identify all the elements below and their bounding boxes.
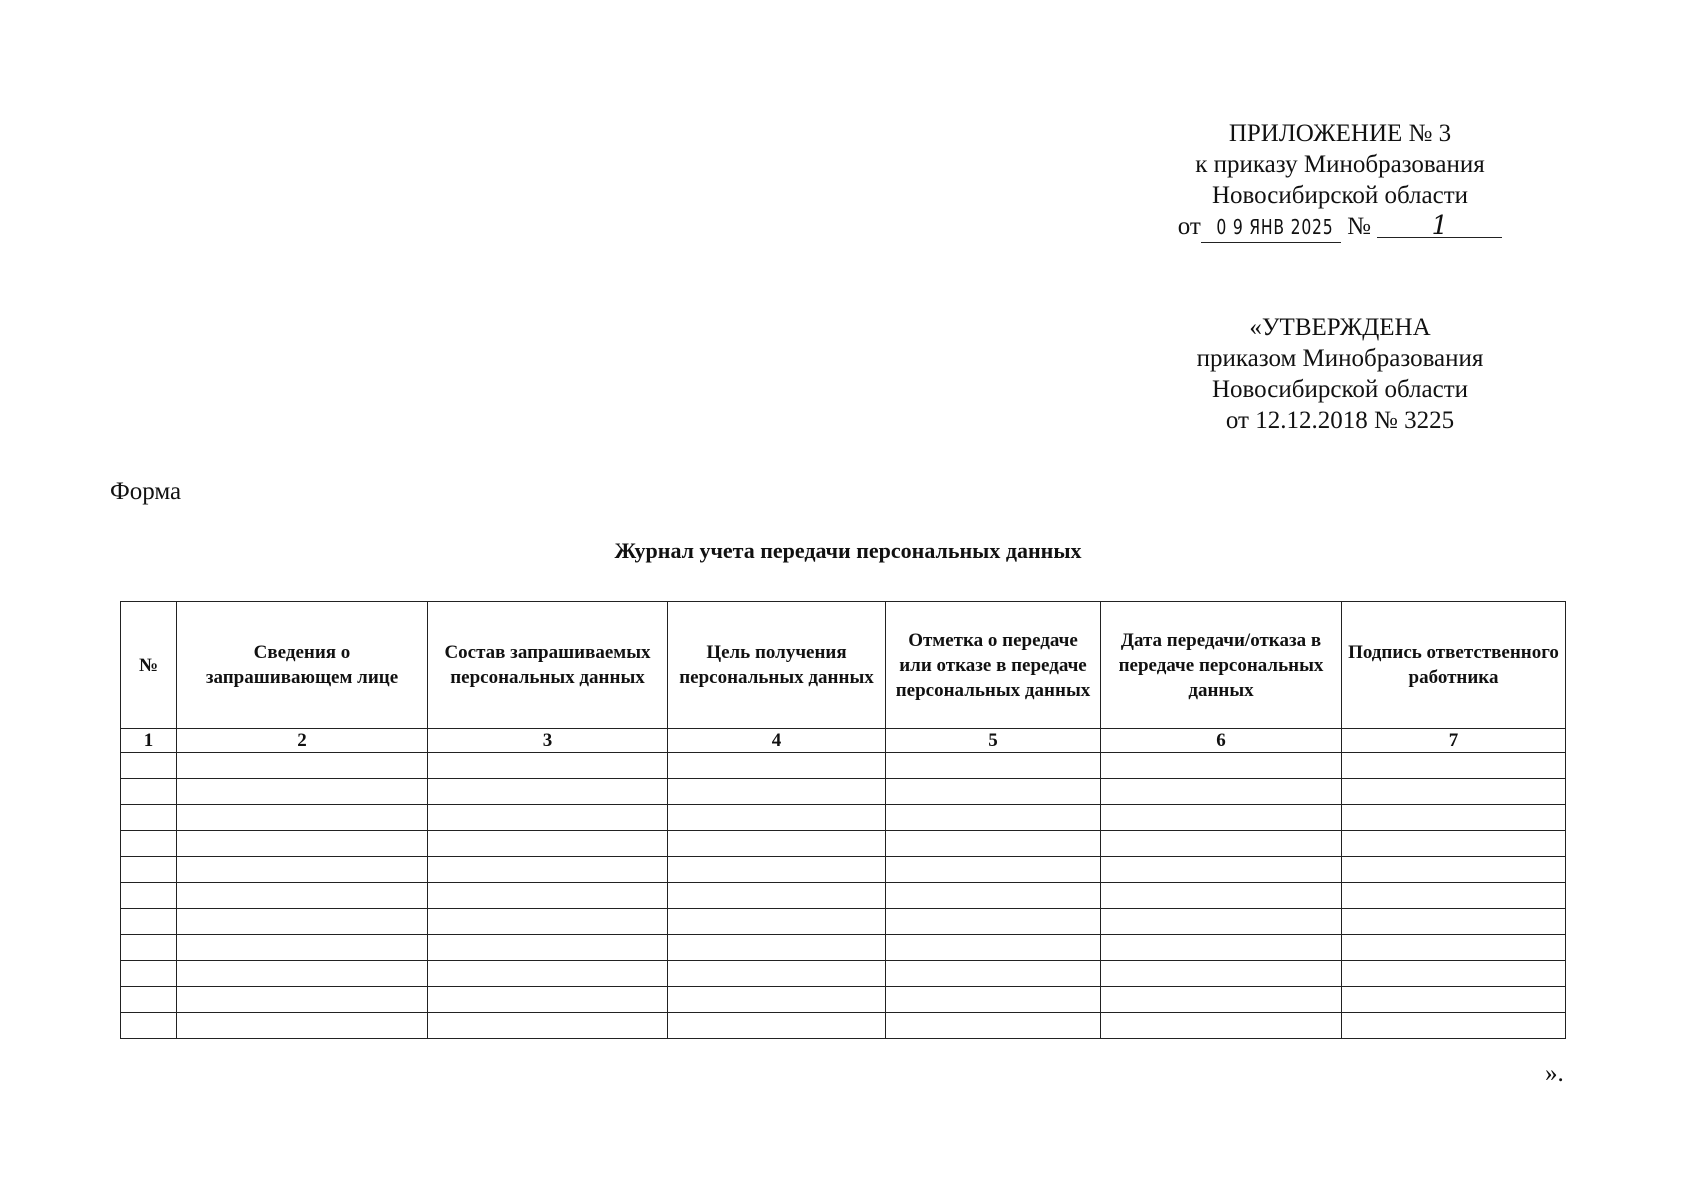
approval-region-line: Новосибирской области bbox=[1211, 376, 1469, 403]
table-cell bbox=[1101, 857, 1342, 883]
column-header-transfer-mark: Отметка о передаче или отказе в передаче персональных данных bbox=[886, 602, 1101, 729]
table-row bbox=[121, 857, 1566, 883]
column-header-requester: Сведения о запрашивающем лице bbox=[177, 602, 428, 729]
table-cell bbox=[886, 779, 1101, 805]
column-number: 1 bbox=[121, 729, 177, 753]
table-cell bbox=[428, 831, 668, 857]
column-number: 6 bbox=[1101, 729, 1342, 753]
table-cell bbox=[1342, 987, 1566, 1013]
table-cell bbox=[121, 753, 177, 779]
table-cell bbox=[177, 805, 428, 831]
table-cell bbox=[121, 883, 177, 909]
table-cell bbox=[1101, 779, 1342, 805]
table-cell bbox=[121, 935, 177, 961]
table-header-row bbox=[121, 602, 1566, 729]
column-number: 7 bbox=[1342, 729, 1566, 753]
table-cell bbox=[668, 909, 886, 935]
closing-quote: ». bbox=[1545, 1060, 1564, 1087]
approval-date-line: от 12.12.2018 № 3225 bbox=[1225, 407, 1455, 434]
table-row bbox=[121, 1013, 1566, 1039]
table-cell bbox=[886, 857, 1101, 883]
table-cell bbox=[121, 831, 177, 857]
table-cell bbox=[428, 779, 668, 805]
table-cell bbox=[428, 935, 668, 961]
date-prefix: от bbox=[1177, 213, 1201, 240]
column-number: 2 bbox=[177, 729, 428, 753]
table-cell bbox=[428, 909, 668, 935]
table-cell bbox=[177, 935, 428, 961]
table-row bbox=[121, 935, 1566, 961]
table-row bbox=[121, 805, 1566, 831]
table-cell bbox=[1101, 1013, 1342, 1039]
table-cell bbox=[1342, 1013, 1566, 1039]
table-cell bbox=[1101, 753, 1342, 779]
table-cell bbox=[177, 779, 428, 805]
column-number: 5 bbox=[886, 729, 1101, 753]
table-cell bbox=[668, 805, 886, 831]
appendix-region-line: Новосибирской области bbox=[1211, 182, 1469, 209]
appendix-title: ПРИЛОЖЕНИЕ № 3 bbox=[1228, 120, 1452, 147]
appendix-order-line: к приказу Минобразования bbox=[1195, 151, 1485, 178]
column-header-number: № bbox=[121, 602, 177, 729]
table-cell bbox=[177, 961, 428, 987]
table-cell bbox=[668, 883, 886, 909]
table-cell bbox=[121, 961, 177, 987]
table-cell bbox=[668, 987, 886, 1013]
table-cell bbox=[1101, 883, 1342, 909]
table-cell bbox=[668, 753, 886, 779]
table-cell bbox=[886, 805, 1101, 831]
table-cell bbox=[177, 831, 428, 857]
column-number-row bbox=[121, 729, 1566, 753]
table-cell bbox=[177, 1013, 428, 1039]
table-cell bbox=[668, 1013, 886, 1039]
table-cell bbox=[886, 909, 1101, 935]
table-row bbox=[121, 961, 1566, 987]
column-number: 4 bbox=[668, 729, 886, 753]
table-cell bbox=[1101, 805, 1342, 831]
table-cell bbox=[1101, 987, 1342, 1013]
table-cell bbox=[1101, 831, 1342, 857]
column-header-transfer-date: Дата передачи/отказа в передаче персональных данных bbox=[1101, 602, 1342, 729]
table-cell bbox=[668, 831, 886, 857]
table-cell bbox=[121, 909, 177, 935]
table-row bbox=[121, 987, 1566, 1013]
date-stamp: 0 9 ЯНВ 2025 bbox=[1216, 215, 1334, 239]
journal-table bbox=[120, 601, 1566, 1039]
table-cell bbox=[1342, 909, 1566, 935]
table-row bbox=[121, 753, 1566, 779]
table-cell bbox=[886, 831, 1101, 857]
table-cell bbox=[428, 883, 668, 909]
table-cell bbox=[121, 805, 177, 831]
column-header-data-composition: Состав запрашиваемых персональных данных bbox=[428, 602, 668, 729]
table-cell bbox=[1342, 805, 1566, 831]
table-cell bbox=[1342, 753, 1566, 779]
table-cell bbox=[428, 857, 668, 883]
table-cell bbox=[428, 961, 668, 987]
table-cell bbox=[428, 1013, 668, 1039]
table-cell bbox=[668, 961, 886, 987]
date-field bbox=[1201, 211, 1341, 243]
approval-order-line: приказом Минобразования bbox=[1196, 345, 1484, 372]
table-cell bbox=[428, 805, 668, 831]
table-cell bbox=[428, 987, 668, 1013]
approval-title: «УТВЕРЖДЕНА bbox=[1249, 314, 1431, 341]
table-cell bbox=[177, 987, 428, 1013]
table-cell bbox=[121, 1013, 177, 1039]
number-prefix: № bbox=[1347, 213, 1371, 240]
table-cell bbox=[668, 935, 886, 961]
table-cell bbox=[121, 987, 177, 1013]
table-cell bbox=[1101, 935, 1342, 961]
table-cell bbox=[668, 779, 886, 805]
table-cell bbox=[177, 883, 428, 909]
table-cell bbox=[1342, 883, 1566, 909]
table-cell bbox=[668, 857, 886, 883]
table-cell bbox=[1342, 831, 1566, 857]
table-cell bbox=[428, 753, 668, 779]
table-cell bbox=[1342, 935, 1566, 961]
table-cell bbox=[886, 1013, 1101, 1039]
table-cell bbox=[1101, 961, 1342, 987]
column-header-signature: Подпись ответственного работника bbox=[1342, 602, 1566, 729]
table-cell bbox=[1101, 909, 1342, 935]
column-header-purpose: Цель получения персональных данных bbox=[668, 602, 886, 729]
order-number-field: 1 bbox=[1377, 215, 1502, 238]
table-row bbox=[121, 831, 1566, 857]
table-cell bbox=[177, 857, 428, 883]
table-row bbox=[121, 883, 1566, 909]
table-cell bbox=[1342, 961, 1566, 987]
form-label: Форма bbox=[110, 478, 182, 505]
table-cell bbox=[1342, 857, 1566, 883]
approval-block bbox=[1150, 312, 1530, 436]
table-cell bbox=[177, 753, 428, 779]
table-cell bbox=[121, 779, 177, 805]
column-number: 3 bbox=[428, 729, 668, 753]
appendix-date-number-line bbox=[1150, 211, 1530, 243]
table-cell bbox=[886, 883, 1101, 909]
appendix-header bbox=[1150, 118, 1530, 243]
table-cell bbox=[121, 857, 177, 883]
table-cell bbox=[886, 961, 1101, 987]
table-cell bbox=[886, 753, 1101, 779]
table-cell bbox=[177, 909, 428, 935]
table-cell bbox=[1342, 779, 1566, 805]
table-row bbox=[121, 779, 1566, 805]
table-cell bbox=[886, 987, 1101, 1013]
table-row bbox=[121, 909, 1566, 935]
table-cell bbox=[886, 935, 1101, 961]
document-title: Журнал учета передачи персональных данных bbox=[614, 538, 1082, 563]
